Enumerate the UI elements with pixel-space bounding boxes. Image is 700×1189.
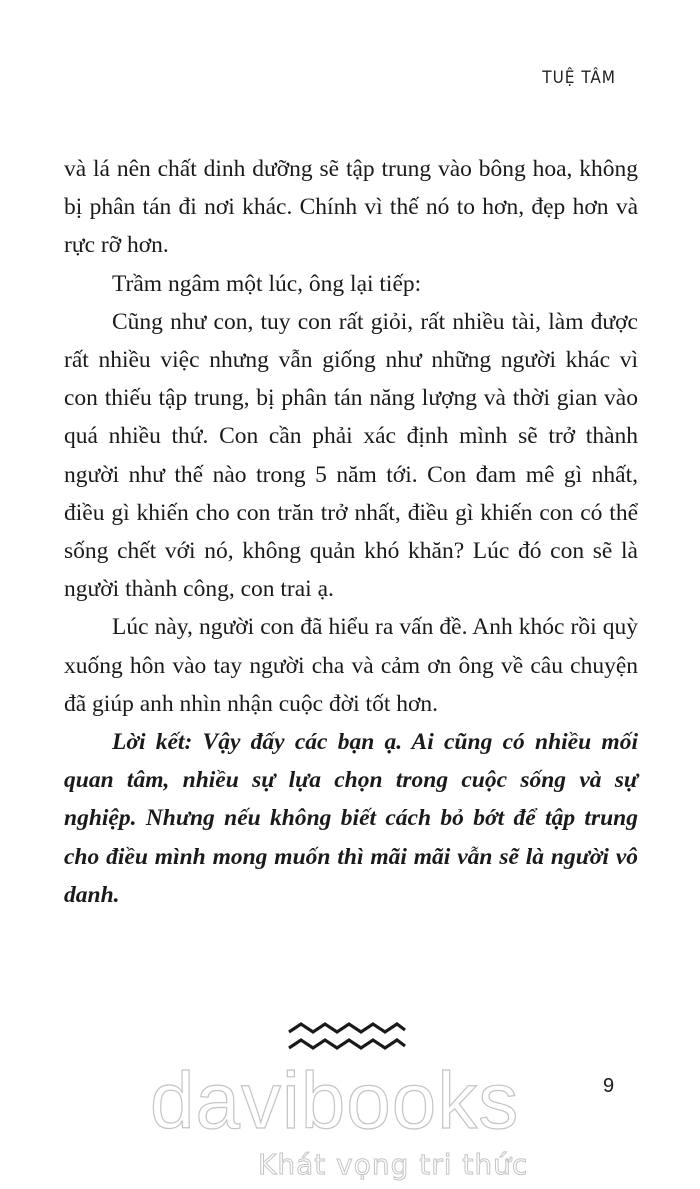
paragraph-1: và lá nên chất dinh dưỡng sẽ tập trung vào bông hoa, không bị phân tán đi nơi khác. Chính vì thế nó to hơn, đẹp hơn và rực rỡ hơn.: [64, 156, 638, 259]
zigzag-ornament-icon: [287, 1022, 407, 1052]
page-number: 9: [603, 1075, 615, 1097]
closing-note: Lời kết: Vậy đấy các bạn ạ. Ai cũng có nhiều mối quan tâm, nhiều sự lựa chọn trong cuộc sống và sự nghiệp. Nhưng nếu không biết cách bỏ bớt để tập trung cho điều mình mong muốn thì mãi mãi vẫn sẽ là người vô danh.: [64, 729, 638, 908]
watermark-tagline: Khát vọng tri thức: [258, 1148, 529, 1181]
paragraph-3: Cũng như con, tuy con rất giỏi, rất nhiều tài, làm được rất nhiều việc nhưng vẫn giống như những người khác vì con thiếu tập trung, bị phân tán năng lượng và thời gian vào quá nhiều thứ. Con cần phải xác định mình sẽ trở thành người như thế nào trong 5 năm tới. Con đam mê gì nhất, điều gì khiến cho con trăn trở nhất, điều gì khiến con có thể sống chết với nó, không quản khó khăn? Lúc đó con sẽ là người thành công, con trai ạ.: [64, 308, 638, 603]
body-text: [64, 150, 638, 914]
running-header: TUỆ TÂM: [542, 68, 616, 88]
paragraph-2: Trầm ngâm một lúc, ông lại tiếp:: [112, 270, 422, 297]
paragraph-4: Lúc này, người con đã hiểu ra vấn đề. Anh khóc rồi quỳ xuống hôn vào tay người cha và cảm ơn ông về câu chuyện đã giúp anh nhìn nhận cuộc đời tốt hơn.: [64, 614, 638, 717]
watermark-brand: davibooks: [150, 1056, 520, 1145]
